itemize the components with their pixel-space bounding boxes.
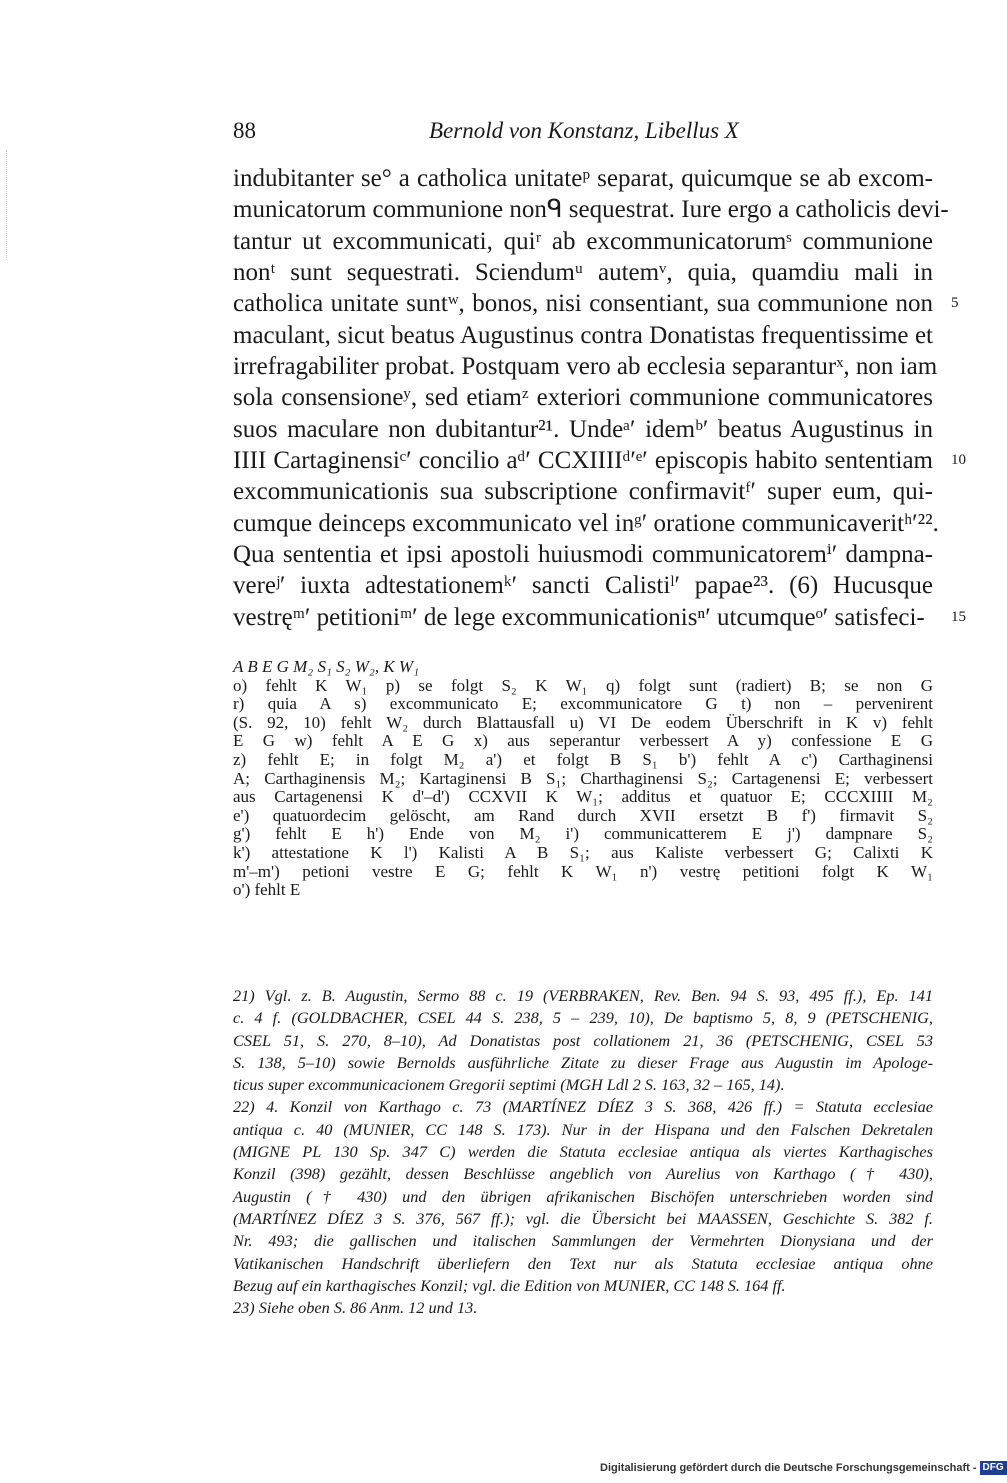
text-line <box>233 382 933 413</box>
apparatus-line: E G w) fehlt A E G x) aus seperantur verbessert A y) confessione E G <box>233 731 933 751</box>
apparatus-line: r) quia A s) excommunicato E; excommunicatore G t) non – pervenirent <box>233 694 933 714</box>
apparatus-line: (S. 92, 10) fehlt W₂ durch Blattausfall u) VI De eodem Überschrift in K v) fehlt <box>233 712 933 732</box>
text-line <box>233 445 966 476</box>
line-text: indubitanter se° a catholica unitateᵖ separat, quicumque se ab excom- <box>233 165 933 192</box>
apparatus-line: m'–m') petioni vestre E G; fehlt K W₁ n') vestrę petitioni folgt K W₁ <box>233 861 933 881</box>
footnote-line: Konzil (398) gezählt, dessen Beschlüsse angeblich von Aurelius von Karthago († 430), <box>233 1164 933 1184</box>
page-number: 88 <box>233 118 256 143</box>
main-text <box>233 163 966 633</box>
text-line <box>233 414 933 445</box>
footnote-line: (MARTÍNEZ DÍEZ 3 S. 376, 567 ff.); vgl. die Übersicht bei MAASSEN, Geschichte S. 382 f. <box>233 1208 933 1228</box>
text-line <box>233 476 933 507</box>
text-line <box>233 163 933 194</box>
apparatus-sigla: A B E G M₂ S₁ S₂ W₂, K W₁ <box>233 657 419 676</box>
margin-scan-marks <box>6 150 11 260</box>
line-number: 15 <box>951 608 966 625</box>
text-line <box>233 288 959 319</box>
text-line <box>233 194 949 225</box>
footnote-line: CSEL 51, S. 270, 8–10), Ad Donatistas post collationem 21, 36 (PETSCHENIG, CSEL 53 <box>233 1030 933 1050</box>
line-text: cumque deinceps excommunicato vel inᵍʹ oratione communicaveritʰʹ²². <box>233 509 939 537</box>
footnote-line: 22) 4. Konzil von Karthago c. 73 (MARTÍNEZ DÍEZ 3 S. 368, 426 ff.) = Statuta ecclesiae <box>233 1097 933 1117</box>
text-line <box>233 539 933 570</box>
critical-apparatus <box>233 658 933 900</box>
line-text: IIII Cartaginensiᶜʹ concilio aᵈʹ CCXIIIIᵈʹᵉʹ episcopis habito sententiam <box>233 446 933 474</box>
apparatus-line: k') attestatione K l') Kalisti A B S₁; aus Kaliste verbessert G; Calixti K <box>233 842 933 862</box>
apparatus-line: g') fehlt E h') Ende von M₂ i') communicatterem E j') dampnare S₂ <box>233 824 933 844</box>
text-line <box>233 508 939 539</box>
text-line <box>233 257 933 288</box>
footer-text: Digitalisierung gefördert durch die Deutsche Forschungsgemeinschaft - <box>600 1461 977 1474</box>
text-line <box>233 570 933 601</box>
apparatus-line: aus Cartagenensi K d'–d') CCXVII K W₁; additus et quatuor E; CCCXIIII M₂ <box>233 787 933 807</box>
line-text: irrefragabiliter probat. Postquam vero ab ecclesia separanturˣ, non iam <box>233 352 938 380</box>
apparatus-line: o) fehlt K W₁ p) se folgt S₂ K W₁ q) folgt sunt (radiert) B; se non G <box>233 675 933 695</box>
text-line <box>233 226 933 257</box>
footnote-line: Augustin († 430) und den übrigen afrikanischen Bischöfen unterschrieben worden sind <box>233 1186 933 1206</box>
apparatus-line: o') fehlt E <box>233 880 301 900</box>
line-text: sola consensioneʸ, sed etiamᶻ exteriori communione communicatores <box>233 384 933 412</box>
apparatus-line: A; Carthaginensis M₂; Kartaginensi B S₁; Charthaginensi S₂; Cartagenensi E; verbessert <box>233 768 933 788</box>
text-line <box>233 602 966 633</box>
apparatus-line: z) fehlt E; in folgt M₂ a') et folgt B S₁ b') fehlt A c') Carthaginensi <box>233 749 933 769</box>
footnote-line: Bezug auf ein karthagisches Konzil; vgl. die Edition von MUNIER, CC 148 S. 164 ff. <box>233 1275 786 1295</box>
line-text: Qua sententia et ipsi apostoli huiusmodi communicatoremⁱʹ dampna- <box>233 540 933 568</box>
line-text: suos maculare non dubitantur²¹. Undeᵃʹ idemᵇʹ beatus Augustinus in <box>233 415 933 443</box>
footnotes <box>233 985 933 1319</box>
footnote-line: Nr. 493; die gallischen und italischen Sammlungen der Vermehrten Dionysiana und der <box>233 1231 933 1251</box>
page-header <box>233 118 933 152</box>
text-line <box>233 320 933 351</box>
running-title: Bernold von Konstanz, Libellus X <box>429 118 739 143</box>
dfg-logo-icon: DFG <box>980 1461 1007 1475</box>
footnote-line: S. 138, 5–10) sowie Bernolds ausführliche Zitate zu dieser Frage aus Augustin im Apologe- <box>233 1052 933 1072</box>
line-text: vestręᵐʹ petitioniᵐʹ de lege excommunicationisⁿʹ utcumqueᵒʹ satisfeci- <box>233 603 925 631</box>
text-line <box>233 351 938 382</box>
apparatus-line: e') quatuordecim gelöscht, am Rand durch XVII ersetzt B f') firmavit S₂ <box>233 805 933 825</box>
line-text: catholica unitate suntʷ, bonos, nisi consentiant, sua communione non <box>233 290 933 318</box>
line-text: vereʲʹ iuxta adtestationemᵏʹ sancti Calistiˡʹ papae²³. (6) Hucusque <box>233 572 933 600</box>
line-text: tantur ut excommunicati, quiʳ ab excommunicatorumˢ communione <box>233 227 933 255</box>
line-text: nonᵗ sunt sequestrati. Sciendumᵘ autemᵛ, quia, quamdiu mali in <box>233 258 933 286</box>
line-number: 10 <box>951 451 966 468</box>
line-text: maculant, sicut beatus Augustinus contra Donatistas frequentissime et <box>233 321 933 349</box>
footnote-line: 23) Siehe oben S. 86 Anm. 12 und 13. <box>233 1298 478 1318</box>
footnote-line: (MIGNE PL 130 Sp. 347 C) werden die Statuta ecclesiae antiqua als viertes Karthagisches <box>233 1142 933 1162</box>
footnote-line: 21) Vgl. z. B. Augustin, Sermo 88 c. 19 (VERBRAKEN, Rev. Ben. 94 S. 93, 495 ff.), Ep. 141 <box>233 986 933 1005</box>
line-text: municatorum communione nonᑫ sequestrat. Iure ergo a catholicis devi- <box>233 196 949 224</box>
footnote-line: antiqua c. 40 (MUNIER, CC 148 S. 173). Nur in der Hispana und den Falschen Dekretalen <box>233 1119 933 1139</box>
footnote-line: c. 4 f. (GOLDBACHER, CSEL 44 S. 238, 5 – 239, 10), De baptismo 5, 8, 9 (PETSCHENIG, <box>233 1008 933 1028</box>
footnote-line: ticus super excommunicacionem Gregorii septimi (MGH Ldl 2 S. 163, 32 – 165, 14). <box>233 1075 785 1095</box>
digitization-footer <box>600 1461 1007 1477</box>
footnote-line: Vatikanischen Handschrift überliefern den Text nur als Statuta ecclesiae antiqua ohne <box>233 1253 933 1273</box>
line-text: excommunicationis sua subscriptione confirmavitᶠʹ super eum, qui- <box>233 478 933 506</box>
line-number: 5 <box>951 295 959 312</box>
